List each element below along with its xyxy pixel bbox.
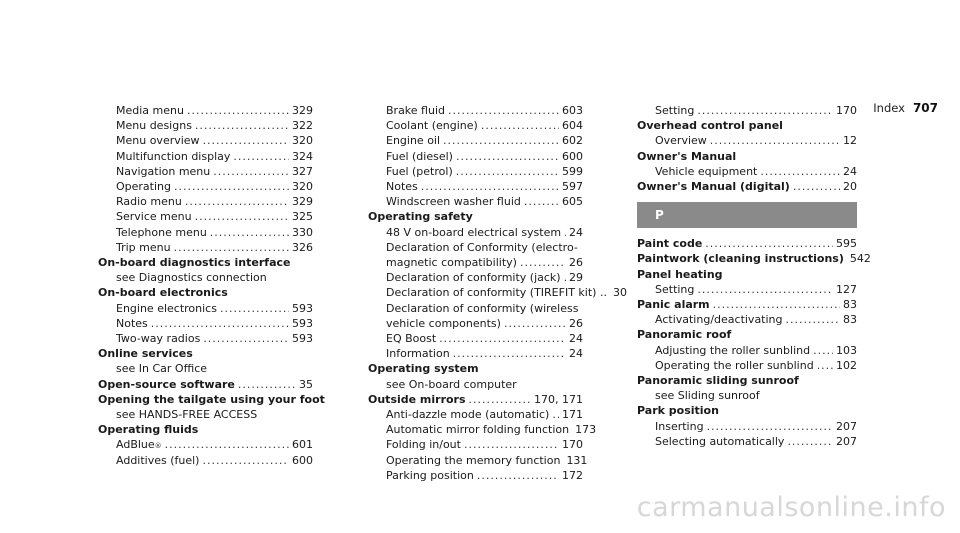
index-entry xyxy=(368,422,597,437)
leader-dots xyxy=(213,164,289,179)
leader-dots xyxy=(760,164,840,179)
index-heading xyxy=(368,392,583,407)
page-reference: 24 xyxy=(569,332,583,346)
entry-text: Setting xyxy=(655,104,695,117)
index-entry xyxy=(637,103,857,118)
entry-text: see Sliding sunroof xyxy=(655,389,760,403)
page-reference: 103 xyxy=(836,343,857,357)
leader-dots xyxy=(203,133,289,148)
entry-text: EQ Boost xyxy=(386,332,437,346)
leader-dots xyxy=(564,225,566,240)
page-reference: 599 xyxy=(562,164,583,178)
index-entry xyxy=(637,388,857,403)
index-heading xyxy=(637,149,857,164)
index-heading xyxy=(98,377,313,392)
index-entry xyxy=(98,316,313,331)
index-entry xyxy=(637,434,857,449)
index-entry xyxy=(98,301,313,316)
index-entry xyxy=(368,453,588,468)
index-entry xyxy=(98,149,313,164)
entry-text: Operating xyxy=(116,180,171,194)
entry-text: Declaration of conformity (wireless xyxy=(386,301,579,315)
index-entry xyxy=(98,453,313,468)
index-entry xyxy=(368,331,583,346)
leader-dots xyxy=(233,149,289,164)
entry-text: Operating the memory function xyxy=(386,453,561,467)
entry-text: Windscreen washer fluid xyxy=(386,195,521,209)
leader-dots xyxy=(786,312,840,327)
leader-dots xyxy=(713,297,840,312)
index-entry xyxy=(637,133,857,148)
leader-dots xyxy=(210,225,289,240)
page-reference: 170 xyxy=(836,104,857,117)
page-number: 707 xyxy=(912,101,938,115)
index-entry xyxy=(98,179,313,194)
index-entry xyxy=(637,343,857,358)
leader-dots xyxy=(174,179,289,194)
page-reference: 329 xyxy=(292,195,313,209)
entry-text: Inserting xyxy=(655,419,704,433)
entry-text: see Diagnostics connection xyxy=(116,271,267,285)
index-entry xyxy=(368,164,583,179)
leader-dots xyxy=(464,437,559,452)
page-reference: 12 xyxy=(843,134,857,148)
page-reference: 207 xyxy=(836,419,857,433)
entry-text: Outside mirrors xyxy=(368,392,466,406)
index-entry xyxy=(637,164,857,179)
leader-dots xyxy=(504,316,566,331)
entry-text: Brake fluid xyxy=(386,104,445,117)
leader-dots xyxy=(697,103,833,118)
entry-text: Additives (fuel) xyxy=(116,453,200,467)
entry-text: Declaration of conformity (TIREFIT kit) .. xyxy=(386,286,607,300)
page-reference: 30 xyxy=(612,286,627,300)
entry-text: Adjusting the roller sunblind xyxy=(655,343,811,357)
index-entry xyxy=(98,361,313,376)
index-entry: AdBlue ® ..... 601 xyxy=(98,437,313,452)
section-letter-p: P xyxy=(637,202,857,228)
leader-dots xyxy=(705,236,833,251)
index-group-p xyxy=(637,236,871,449)
page-reference: 320 xyxy=(292,134,313,148)
entry-text: Menu designs xyxy=(116,119,192,133)
index-heading xyxy=(98,255,313,270)
entry-text: Service menu xyxy=(116,210,192,224)
index-heading xyxy=(637,327,857,342)
page-reference: 593 xyxy=(292,301,313,315)
page-reference: 83 xyxy=(843,313,857,327)
index-entry xyxy=(368,103,583,118)
index-entry xyxy=(368,149,583,164)
entry-text: Paintwork (cleaning instructions) xyxy=(637,252,844,266)
index-entry xyxy=(368,377,583,392)
leader-dots xyxy=(195,118,289,133)
index-entry xyxy=(368,270,583,285)
entry-text: Opening the tailgate using your foot xyxy=(98,392,325,406)
page-reference: 329 xyxy=(292,104,313,117)
entry-text: magnetic compatibility) xyxy=(386,256,517,270)
entry-text: Panel heating xyxy=(637,267,723,281)
entry-text: Declaration of Conformity (electro- xyxy=(386,240,578,254)
index-entry xyxy=(368,133,583,148)
leader-dots xyxy=(707,419,833,434)
entry-text: Activating/deactivating xyxy=(655,313,783,327)
entry-text: Declaration of conformity (jack) xyxy=(386,271,561,285)
page-reference: 83 xyxy=(843,298,857,312)
page-reference: 29 xyxy=(569,271,583,285)
page-reference: 173 xyxy=(575,423,597,437)
leader-dots xyxy=(456,149,559,164)
leader-dots xyxy=(456,164,559,179)
entry-text: Media menu xyxy=(116,104,184,117)
index-entry xyxy=(98,194,313,209)
page-reference: 330 xyxy=(292,225,313,239)
index-label: Index xyxy=(873,101,905,115)
page-reference: 26 xyxy=(569,316,583,330)
index-entry xyxy=(98,164,313,179)
index-entry xyxy=(98,209,313,224)
index-entry xyxy=(98,331,313,346)
entry-text: Telephone menu xyxy=(116,225,207,239)
leader-dots xyxy=(443,133,559,148)
index-entry xyxy=(368,118,583,133)
entry-text: Information xyxy=(386,347,450,361)
index-heading xyxy=(368,209,583,224)
page-reference: 35 xyxy=(299,377,313,391)
index-entry xyxy=(98,118,313,133)
entry-text: Setting xyxy=(655,282,695,296)
leader-dots xyxy=(220,301,289,316)
index-entry xyxy=(368,437,583,452)
entry-text: Open-source software xyxy=(98,377,235,391)
entry-text: Navigation menu xyxy=(116,164,211,178)
index-entry xyxy=(368,225,583,240)
index-entry xyxy=(368,285,627,300)
entry-text: Vehicle equipment xyxy=(655,164,758,178)
page-reference: 172 xyxy=(562,468,583,482)
page-reference: 601 xyxy=(292,438,313,452)
watermark: carmanualsonline.info xyxy=(636,492,946,523)
page-reference: 604 xyxy=(562,119,583,133)
index-entry xyxy=(368,240,583,255)
page-reference: 326 xyxy=(292,240,313,254)
page-reference: 26 xyxy=(569,256,583,270)
page-reference: 325 xyxy=(292,210,313,224)
index-heading xyxy=(637,373,857,388)
index-entry xyxy=(368,346,583,361)
entry-text: Owner's Manual xyxy=(637,149,737,163)
page-reference: 127 xyxy=(836,282,857,296)
entry-text: see On-board computer xyxy=(386,377,517,391)
entry-text: Fuel (petrol) xyxy=(386,164,453,178)
index-group-o xyxy=(637,103,857,194)
entry-text: Overview xyxy=(655,134,707,148)
entry-text: Automatic mirror folding function xyxy=(386,423,570,437)
entry-text: AdBlue xyxy=(116,438,155,452)
index-column-2 xyxy=(368,103,627,483)
index-entry xyxy=(637,358,857,373)
page-reference: 102 xyxy=(836,358,857,372)
index-heading xyxy=(637,297,857,312)
entry-text: Anti-dazzle mode (automatic) xyxy=(386,408,550,422)
leader-dots xyxy=(203,331,289,346)
page-reference: 170 xyxy=(562,438,583,452)
leader-dots xyxy=(552,407,559,422)
entry-text: Paint code xyxy=(637,237,703,251)
page-header xyxy=(864,101,938,115)
leader-dots xyxy=(477,468,559,483)
entry-text: Operating safety xyxy=(368,210,473,224)
entry-text: 48 V on-board electrical system xyxy=(386,225,562,239)
page-reference: 597 xyxy=(562,180,583,194)
entry-text: Panoramic sliding sunroof xyxy=(637,374,799,388)
index-heading xyxy=(637,403,857,418)
entry-text: Menu overview xyxy=(116,134,200,148)
entry-text: Operating the roller sunblind xyxy=(655,358,814,372)
entry-text: Coolant (engine) xyxy=(386,119,478,133)
index-entry xyxy=(368,468,583,483)
leader-dots xyxy=(421,179,559,194)
page-reference: 171 xyxy=(562,408,583,422)
page-reference: 131 xyxy=(566,453,588,467)
entry-text: Panic alarm xyxy=(637,298,710,312)
page-reference: 324 xyxy=(292,149,313,163)
index-entry xyxy=(637,312,857,327)
leader-dots xyxy=(151,316,289,331)
entry-text: Multifunction display xyxy=(116,149,231,163)
entry-text: Operating fluids xyxy=(98,423,199,437)
page-reference: 24 xyxy=(569,225,583,239)
index-column-3 xyxy=(637,103,871,449)
entry-text: Radio menu xyxy=(116,195,182,209)
entry-text: Panoramic roof xyxy=(637,328,732,342)
leader-dots xyxy=(448,103,559,118)
leader-dots xyxy=(453,346,566,361)
entry-text: Selecting automatically xyxy=(655,434,785,448)
index-entry xyxy=(98,270,313,285)
index-heading xyxy=(98,422,313,437)
page-reference: 327 xyxy=(292,164,313,178)
index-entry xyxy=(368,407,583,422)
entry-text: Trip menu xyxy=(116,240,171,254)
leader-dots xyxy=(817,358,833,373)
index-entry xyxy=(368,194,583,209)
entry-text: Notes xyxy=(386,180,418,194)
leader-dots xyxy=(787,434,833,449)
entry-text: see HANDS-FREE ACCESS xyxy=(116,408,258,422)
page-reference: 603 xyxy=(562,104,583,117)
leader-dots xyxy=(185,194,289,209)
entry-text: Engine oil xyxy=(386,134,441,148)
index-entry xyxy=(98,103,313,118)
leader-dots xyxy=(481,118,559,133)
page-reference: 593 xyxy=(292,332,313,346)
index-heading xyxy=(637,251,871,266)
page-reference: 322 xyxy=(292,119,313,133)
entry-text: vehicle components) xyxy=(386,316,501,330)
page-reference: 24 xyxy=(843,164,857,178)
entry-text: Operating system xyxy=(368,362,479,376)
leader-dots xyxy=(710,133,840,148)
entry-text: Parking position xyxy=(386,468,474,482)
leader-dots xyxy=(238,377,296,392)
page-reference: 207 xyxy=(836,434,857,448)
leader-dots xyxy=(564,270,566,285)
index-heading xyxy=(637,267,857,282)
page-reference: 602 xyxy=(562,134,583,148)
page-reference: 600 xyxy=(292,453,313,467)
index-heading xyxy=(98,392,325,407)
page-reference: 593 xyxy=(292,316,313,330)
entry-text: On-board electronics xyxy=(98,286,228,300)
index-heading xyxy=(637,118,857,133)
leader-dots xyxy=(524,194,559,209)
entry-text: Two-way radios xyxy=(116,332,201,346)
entry-text: On-board diagnostics interface xyxy=(98,256,291,270)
leader-dots xyxy=(697,282,833,297)
index-column-1 xyxy=(98,103,325,468)
page-reference: 20 xyxy=(843,180,857,194)
index-heading xyxy=(98,346,313,361)
index-entry xyxy=(637,419,857,434)
leader-dots xyxy=(469,392,531,407)
entry-text: Overhead control panel xyxy=(637,119,783,133)
leader-dots xyxy=(520,255,566,270)
index-heading xyxy=(368,361,583,376)
leader-dots xyxy=(813,343,833,358)
entry-text: Owner's Manual (digital) xyxy=(637,180,790,194)
page-reference: 24 xyxy=(569,347,583,361)
entry-text: Park position xyxy=(637,404,719,418)
leader-dots xyxy=(165,437,289,452)
leader-dots xyxy=(187,103,289,118)
index-entry xyxy=(368,255,583,270)
page-reference: 170, 171 xyxy=(534,392,583,406)
page-reference: 605 xyxy=(562,195,583,209)
entry-text: Online services xyxy=(98,347,193,361)
entry-text: Notes xyxy=(116,316,148,330)
index-entry xyxy=(368,316,583,331)
index-entry xyxy=(637,282,857,297)
index-heading xyxy=(637,236,857,251)
page-reference: 542 xyxy=(849,252,871,266)
index-heading xyxy=(98,285,313,300)
index-heading xyxy=(637,179,857,194)
index-entry xyxy=(98,225,313,240)
index-entry xyxy=(98,133,313,148)
leader-dots xyxy=(195,209,289,224)
index-entry xyxy=(98,407,313,422)
entry-text: see In Car Office xyxy=(116,362,208,376)
leader-dots xyxy=(439,331,566,346)
entry-text: Fuel (diesel) xyxy=(386,149,453,163)
index-entry xyxy=(98,240,313,255)
leader-dots xyxy=(793,179,840,194)
entry-text: Folding in/out xyxy=(386,438,461,452)
page-reference: 595 xyxy=(836,237,857,251)
page-reference: 320 xyxy=(292,180,313,194)
index-entry xyxy=(368,301,583,316)
entry-text: Engine electronics xyxy=(116,301,217,315)
index-entry xyxy=(368,179,583,194)
leader-dots xyxy=(202,453,289,468)
leader-dots xyxy=(174,240,289,255)
page-reference: 600 xyxy=(562,149,583,163)
